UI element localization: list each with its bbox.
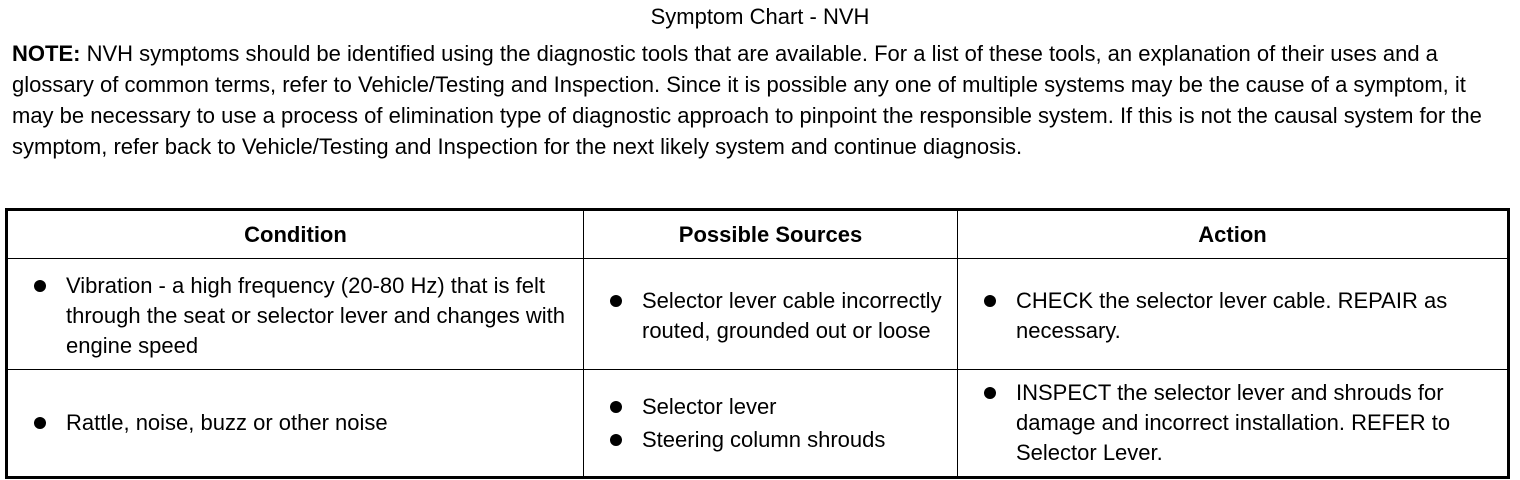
action-cell xyxy=(958,370,1509,478)
header-action: Action xyxy=(958,210,1509,259)
condition-cell xyxy=(7,370,584,478)
action-list xyxy=(978,286,1497,346)
note-label: NOTE: xyxy=(12,41,81,66)
list-item: Selector lever cable incorrectly routed, grounded out or loose xyxy=(604,286,947,346)
sources-list xyxy=(604,392,947,455)
list-item: Selector lever xyxy=(604,392,947,422)
symptom-chart-table xyxy=(5,208,1510,479)
list-item: Steering column shrouds xyxy=(604,425,947,455)
condition-cell xyxy=(7,259,584,370)
table-row xyxy=(7,259,1509,370)
list-item: INSPECT the selector lever and shrouds for damage and incorrect installation. REFER to Selector Lever. xyxy=(978,378,1497,468)
note-text: NVH symptoms should be identified using the diagnostic tools that are available. For a list of these tools, an explanation of their uses and a glossary of common terms, refer to Vehicle/Testing and Inspection. Since it is possible any one of multiple systems may be the cause of a symptom, it may be necessary to use a process of elimination type of diagnostic approach to pinpoint the responsible system. If this is not the causal system for the symptom, refer back to Vehicle/Testing and Inspection for the next likely system and continue diagnosis. xyxy=(12,41,1482,159)
list-item: CHECK the selector lever cable. REPAIR as necessary. xyxy=(978,286,1497,346)
table-row xyxy=(7,370,1509,478)
sources-cell xyxy=(584,370,958,478)
note-paragraph xyxy=(12,38,1512,162)
list-item: Vibration - a high frequency (20-80 Hz) that is felt through the seat or selector lever and changes with engine speed xyxy=(28,271,573,361)
page-title: Symptom Chart - NVH xyxy=(650,4,870,29)
action-cell xyxy=(958,259,1509,370)
condition-list xyxy=(28,271,573,361)
sources-cell xyxy=(584,259,958,370)
condition-list xyxy=(28,408,573,438)
header-possible-sources: Possible Sources xyxy=(584,210,958,259)
list-item: Rattle, noise, buzz or other noise xyxy=(28,408,573,438)
action-list xyxy=(978,378,1497,468)
header-condition: Condition xyxy=(7,210,584,259)
sources-list xyxy=(604,286,947,346)
table-header-row xyxy=(7,210,1509,259)
